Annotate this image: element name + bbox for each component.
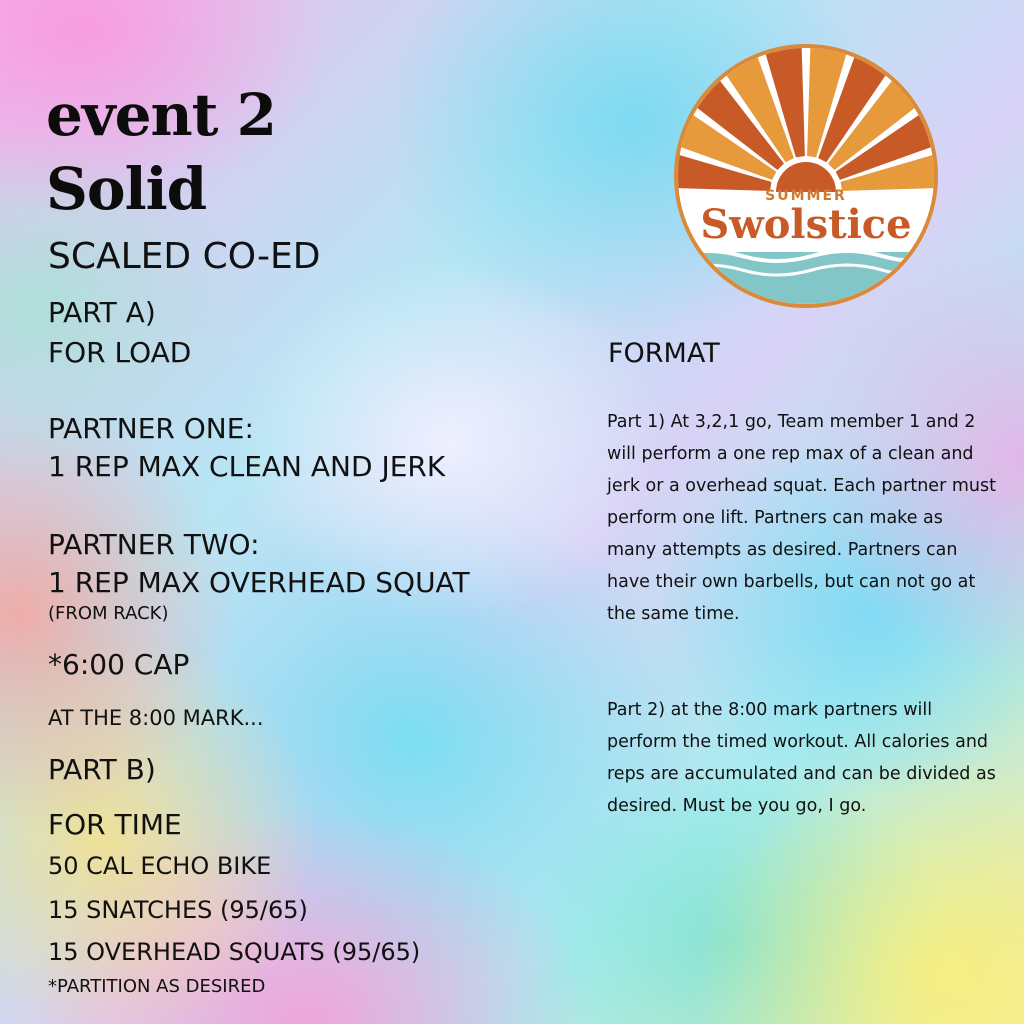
sunburst-icon (672, 42, 940, 310)
time-cap: *6:00 CAP (48, 648, 190, 681)
format-heading: FORMAT (608, 338, 720, 369)
from-rack-note: (FROM RACK) (48, 603, 169, 624)
event-title: event 2 (46, 81, 277, 149)
movement-item: 50 CAL ECHO BIKE (48, 852, 272, 880)
for-load-label: FOR LOAD (48, 336, 192, 369)
summer-swolstice-logo (672, 42, 940, 310)
partner-one-lift: 1 REP MAX CLEAN AND JERK (48, 450, 446, 483)
for-time-label: FOR TIME (48, 808, 182, 841)
partner-one-label: PARTNER ONE: (48, 412, 254, 445)
part-a-heading: PART A) (48, 296, 156, 329)
workout-name: Solid (46, 155, 207, 223)
partner-two-label: PARTNER TWO: (48, 528, 260, 561)
partner-two-lift: 1 REP MAX OVERHEAD SQUAT (48, 566, 470, 599)
part-b-heading: PART B) (48, 753, 156, 786)
movement-item: 15 SNATCHES (95/65) (48, 896, 308, 924)
format-part2: Part 2) at the 8:00 mark partners will perform the timed workout. All calories and reps are accumulated and can be divided as desired. Must be you go, I go. (607, 700, 996, 816)
logo-top-word: SUMMER (765, 188, 847, 204)
division-label: SCALED CO-ED (48, 236, 321, 277)
logo-main-word: Swolstice (700, 201, 912, 248)
partition-note: *PARTITION AS DESIRED (48, 976, 266, 997)
format-part1: Part 1) At 3,2,1 go, Team member 1 and 2 will perform a one rep max of a clean and jerk or a overhead squat. Each partner must perform one lift. Partners can make as many attempts as desired. Partners can have their own barbells, but can not go at the same time. (607, 412, 996, 624)
mark-note: AT THE 8:00 MARK... (48, 706, 264, 730)
movement-item: 15 OVERHEAD SQUATS (95/65) (48, 938, 421, 966)
